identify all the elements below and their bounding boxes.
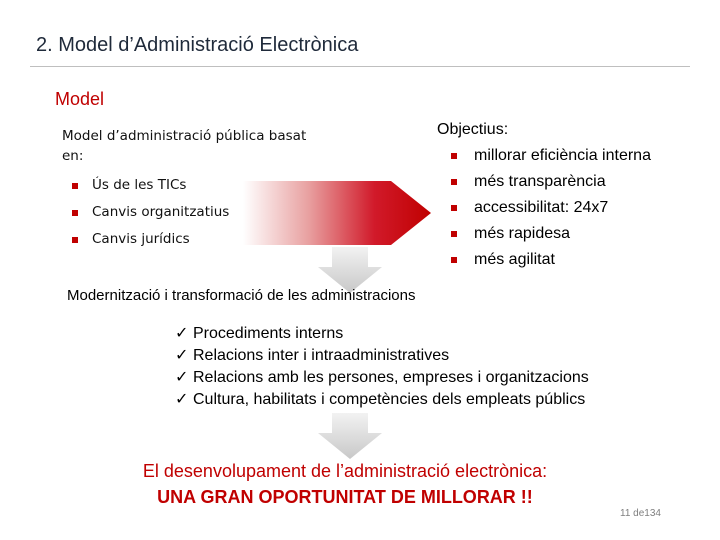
list-item: ✓ Procediments interns <box>175 323 589 345</box>
conclusion-line-1: El desenvolupament de l’administració electrònica: <box>142 461 548 481</box>
list-item: millorar eficiència interna <box>437 143 651 169</box>
objectives-block <box>437 117 651 273</box>
check-icon: ✓ <box>175 391 189 408</box>
list-item: més transparència <box>437 169 651 195</box>
gray-down-arrow-icon <box>318 413 382 459</box>
modernization-heading: Modernització i transformació de les administracions <box>67 287 416 304</box>
objectives-list <box>437 143 651 273</box>
objectives-heading: Objectius: <box>437 121 509 138</box>
list-item: accessibilitat: 24x7 <box>437 195 651 221</box>
section-subtitle: Model <box>55 89 105 109</box>
page-number: 11 de134 <box>620 508 661 519</box>
title-divider <box>30 66 690 67</box>
square-bullet-icon <box>72 210 78 216</box>
modernization-checklist <box>175 323 589 411</box>
red-right-arrow-icon <box>243 175 433 251</box>
check-icon: ✓ <box>175 325 189 342</box>
slide-title: 2. Model d’Administració Electrònica <box>36 34 359 56</box>
square-bullet-icon <box>451 179 457 185</box>
square-bullet-icon <box>451 205 457 211</box>
conclusion-block <box>95 458 595 510</box>
list-item: Canvis organitzatius <box>62 199 312 226</box>
list-item: ✓ Relacions inter i intraadministratives <box>175 345 589 367</box>
square-bullet-icon <box>451 257 457 263</box>
check-icon: ✓ <box>175 369 189 386</box>
list-item: Ús de les TICs <box>62 172 312 199</box>
check-icon: ✓ <box>175 347 189 364</box>
square-bullet-icon <box>451 231 457 237</box>
square-bullet-icon <box>72 237 78 243</box>
list-item: més rapidesa <box>437 221 651 247</box>
square-bullet-icon <box>451 153 457 159</box>
list-item: ✓ Relacions amb les persones, empreses i organitzacions <box>175 367 589 389</box>
list-item: Canvis jurídics <box>62 226 312 253</box>
list-item: ✓ Cultura, habilitats i competències dels empleats públics <box>175 389 589 411</box>
square-bullet-icon <box>72 183 78 189</box>
model-basis-intro: Model d’administració pública basat en: <box>62 128 307 164</box>
conclusion-line-2: UNA GRAN OPORTUNITAT DE MILLORAR !! <box>157 487 533 507</box>
list-item: més agilitat <box>437 247 651 273</box>
